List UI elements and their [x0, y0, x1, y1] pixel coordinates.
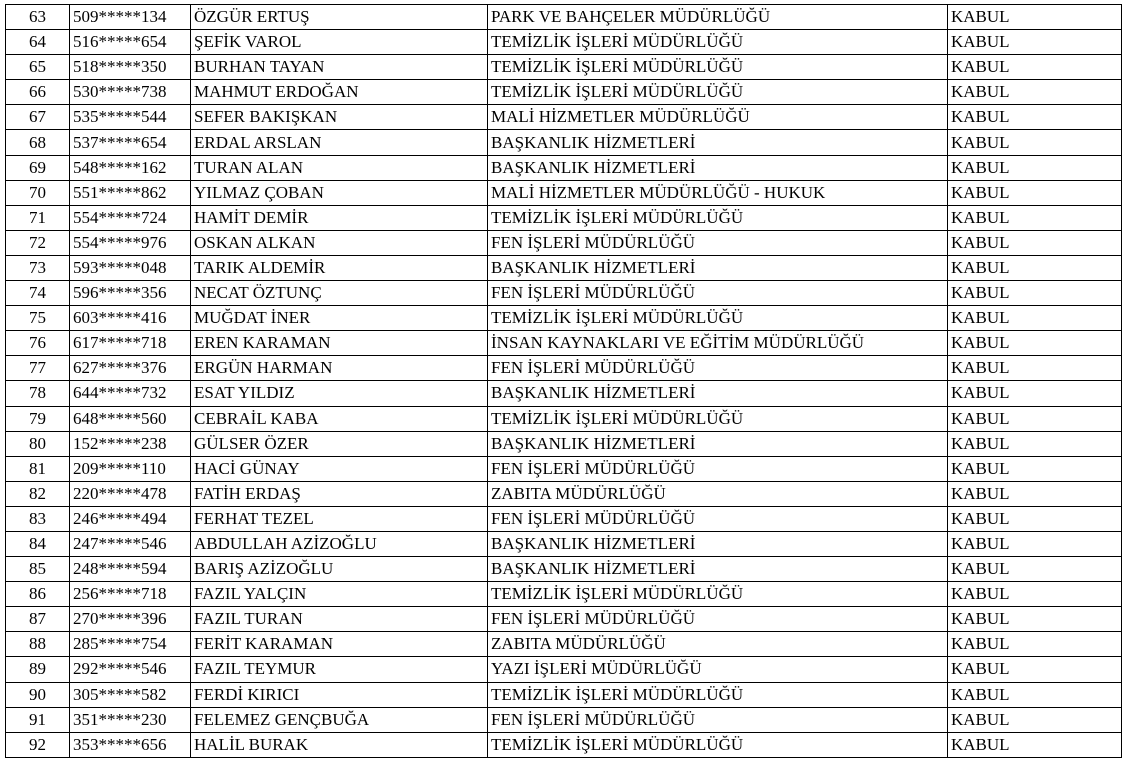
status-cell: KABUL — [948, 180, 1122, 205]
row-number-cell: 68 — [6, 130, 70, 155]
department-cell: FEN İŞLERİ MÜDÜRLÜĞÜ — [488, 707, 948, 732]
department-cell: İNSAN KAYNAKLARI VE EĞİTİM MÜDÜRLÜĞÜ — [488, 331, 948, 356]
department-cell: ZABITA MÜDÜRLÜĞÜ — [488, 632, 948, 657]
id-number-cell: 351*****230 — [70, 707, 191, 732]
row-number-cell: 65 — [6, 55, 70, 80]
id-number-cell: 353*****656 — [70, 732, 191, 757]
table-row — [6, 381, 1122, 406]
department-cell: TEMİZLİK İŞLERİ MÜDÜRLÜĞÜ — [488, 682, 948, 707]
row-number-cell: 64 — [6, 30, 70, 55]
row-number-cell: 90 — [6, 682, 70, 707]
status-cell: KABUL — [948, 255, 1122, 280]
table-row — [6, 155, 1122, 180]
status-cell: KABUL — [948, 155, 1122, 180]
status-cell: KABUL — [948, 406, 1122, 431]
full-name-cell: GÜLSER ÖZER — [191, 431, 488, 456]
status-cell: KABUL — [948, 281, 1122, 306]
id-number-cell: 256*****718 — [70, 582, 191, 607]
status-cell: KABUL — [948, 80, 1122, 105]
table-row — [6, 30, 1122, 55]
row-number-cell: 78 — [6, 381, 70, 406]
row-number-cell: 74 — [6, 281, 70, 306]
row-number-cell: 63 — [6, 5, 70, 30]
table-row — [6, 632, 1122, 657]
id-number-cell: 603*****416 — [70, 306, 191, 331]
id-number-cell: 530*****738 — [70, 80, 191, 105]
department-cell: MALİ HİZMETLER MÜDÜRLÜĞÜ - HUKUK — [488, 180, 948, 205]
status-cell: KABUL — [948, 481, 1122, 506]
id-number-cell: 548*****162 — [70, 155, 191, 180]
results-sheet — [5, 4, 1122, 758]
row-number-cell: 81 — [6, 456, 70, 481]
full-name-cell: CEBRAİL KABA — [191, 406, 488, 431]
department-cell: ZABITA MÜDÜRLÜĞÜ — [488, 481, 948, 506]
id-number-cell: 551*****862 — [70, 180, 191, 205]
department-cell: BAŞKANLIK HİZMETLERİ — [488, 130, 948, 155]
table-row — [6, 306, 1122, 331]
full-name-cell: ŞEFİK VAROL — [191, 30, 488, 55]
department-cell: BAŞKANLIK HİZMETLERİ — [488, 557, 948, 582]
table-row — [6, 506, 1122, 531]
row-number-cell: 76 — [6, 331, 70, 356]
id-number-cell: 537*****654 — [70, 130, 191, 155]
id-number-cell: 518*****350 — [70, 55, 191, 80]
status-cell: KABUL — [948, 205, 1122, 230]
id-number-cell: 270*****396 — [70, 607, 191, 632]
row-number-cell: 67 — [6, 105, 70, 130]
status-cell: KABUL — [948, 331, 1122, 356]
table-row — [6, 130, 1122, 155]
row-number-cell: 91 — [6, 707, 70, 732]
status-cell: KABUL — [948, 456, 1122, 481]
status-cell: KABUL — [948, 356, 1122, 381]
full-name-cell: SEFER BAKIŞKAN — [191, 105, 488, 130]
id-number-cell: 305*****582 — [70, 682, 191, 707]
department-cell: FEN İŞLERİ MÜDÜRLÜĞÜ — [488, 456, 948, 481]
full-name-cell: HALİL BURAK — [191, 732, 488, 757]
table-row — [6, 281, 1122, 306]
id-number-cell: 220*****478 — [70, 481, 191, 506]
row-number-cell: 88 — [6, 632, 70, 657]
row-number-cell: 85 — [6, 557, 70, 582]
table-row — [6, 481, 1122, 506]
status-cell: KABUL — [948, 130, 1122, 155]
department-cell: BAŞKANLIK HİZMETLERİ — [488, 531, 948, 556]
full-name-cell: OSKAN ALKAN — [191, 230, 488, 255]
row-number-cell: 92 — [6, 732, 70, 757]
department-cell: FEN İŞLERİ MÜDÜRLÜĞÜ — [488, 607, 948, 632]
table-row — [6, 657, 1122, 682]
status-cell: KABUL — [948, 381, 1122, 406]
department-cell: TEMİZLİK İŞLERİ MÜDÜRLÜĞÜ — [488, 80, 948, 105]
full-name-cell: NECAT ÖZTUNÇ — [191, 281, 488, 306]
id-number-cell: 292*****546 — [70, 657, 191, 682]
department-cell: MALİ HİZMETLER MÜDÜRLÜĞÜ — [488, 105, 948, 130]
id-number-cell: 593*****048 — [70, 255, 191, 280]
full-name-cell: FERDİ KIRICI — [191, 682, 488, 707]
full-name-cell: FELEMEZ GENÇBUĞA — [191, 707, 488, 732]
department-cell: BAŞKANLIK HİZMETLERİ — [488, 381, 948, 406]
full-name-cell: TURAN ALAN — [191, 155, 488, 180]
id-number-cell: 627*****376 — [70, 356, 191, 381]
table-row — [6, 682, 1122, 707]
table-row — [6, 406, 1122, 431]
department-cell: TEMİZLİK İŞLERİ MÜDÜRLÜĞÜ — [488, 306, 948, 331]
full-name-cell: FERİT KARAMAN — [191, 632, 488, 657]
table-row — [6, 531, 1122, 556]
table-row — [6, 55, 1122, 80]
full-name-cell: MAHMUT ERDOĞAN — [191, 80, 488, 105]
results-table — [5, 4, 1122, 758]
status-cell: KABUL — [948, 732, 1122, 757]
full-name-cell: FAZIL YALÇIN — [191, 582, 488, 607]
row-number-cell: 70 — [6, 180, 70, 205]
status-cell: KABUL — [948, 632, 1122, 657]
row-number-cell: 83 — [6, 506, 70, 531]
full-name-cell: ÖZGÜR ERTUŞ — [191, 5, 488, 30]
status-cell: KABUL — [948, 682, 1122, 707]
results-table-body — [6, 5, 1122, 758]
id-number-cell: 248*****594 — [70, 557, 191, 582]
row-number-cell: 82 — [6, 481, 70, 506]
row-number-cell: 73 — [6, 255, 70, 280]
id-number-cell: 644*****732 — [70, 381, 191, 406]
id-number-cell: 209*****110 — [70, 456, 191, 481]
row-number-cell: 69 — [6, 155, 70, 180]
table-row — [6, 456, 1122, 481]
status-cell: KABUL — [948, 306, 1122, 331]
department-cell: BAŞKANLIK HİZMETLERİ — [488, 431, 948, 456]
id-number-cell: 516*****654 — [70, 30, 191, 55]
department-cell: TEMİZLİK İŞLERİ MÜDÜRLÜĞÜ — [488, 55, 948, 80]
row-number-cell: 77 — [6, 356, 70, 381]
table-row — [6, 180, 1122, 205]
id-number-cell: 617*****718 — [70, 331, 191, 356]
table-row — [6, 331, 1122, 356]
department-cell: PARK VE BAHÇELER MÜDÜRLÜĞÜ — [488, 5, 948, 30]
department-cell: YAZI İŞLERİ MÜDÜRLÜĞÜ — [488, 657, 948, 682]
status-cell: KABUL — [948, 55, 1122, 80]
status-cell: KABUL — [948, 582, 1122, 607]
row-number-cell: 89 — [6, 657, 70, 682]
row-number-cell: 87 — [6, 607, 70, 632]
full-name-cell: ABDULLAH AZİZOĞLU — [191, 531, 488, 556]
id-number-cell: 535*****544 — [70, 105, 191, 130]
full-name-cell: ESAT YILDIZ — [191, 381, 488, 406]
department-cell: TEMİZLİK İŞLERİ MÜDÜRLÜĞÜ — [488, 30, 948, 55]
full-name-cell: FAZIL TURAN — [191, 607, 488, 632]
status-cell: KABUL — [948, 657, 1122, 682]
table-row — [6, 607, 1122, 632]
full-name-cell: ERGÜN HARMAN — [191, 356, 488, 381]
id-number-cell: 152*****238 — [70, 431, 191, 456]
id-number-cell: 509*****134 — [70, 5, 191, 30]
full-name-cell: FERHAT TEZEL — [191, 506, 488, 531]
id-number-cell: 246*****494 — [70, 506, 191, 531]
id-number-cell: 648*****560 — [70, 406, 191, 431]
department-cell: TEMİZLİK İŞLERİ MÜDÜRLÜĞÜ — [488, 732, 948, 757]
table-row — [6, 582, 1122, 607]
id-number-cell: 247*****546 — [70, 531, 191, 556]
department-cell: BAŞKANLIK HİZMETLERİ — [488, 155, 948, 180]
full-name-cell: BARIŞ AZİZOĞLU — [191, 557, 488, 582]
table-row — [6, 732, 1122, 757]
full-name-cell: HACİ GÜNAY — [191, 456, 488, 481]
status-cell: KABUL — [948, 607, 1122, 632]
status-cell: KABUL — [948, 531, 1122, 556]
status-cell: KABUL — [948, 557, 1122, 582]
table-row — [6, 105, 1122, 130]
row-number-cell: 80 — [6, 431, 70, 456]
status-cell: KABUL — [948, 707, 1122, 732]
department-cell: BAŞKANLIK HİZMETLERİ — [488, 255, 948, 280]
row-number-cell: 66 — [6, 80, 70, 105]
row-number-cell: 79 — [6, 406, 70, 431]
full-name-cell: YILMAZ ÇOBAN — [191, 180, 488, 205]
id-number-cell: 554*****724 — [70, 205, 191, 230]
row-number-cell: 86 — [6, 582, 70, 607]
status-cell: KABUL — [948, 506, 1122, 531]
table-row — [6, 255, 1122, 280]
table-row — [6, 230, 1122, 255]
department-cell: TEMİZLİK İŞLERİ MÜDÜRLÜĞÜ — [488, 406, 948, 431]
table-row — [6, 557, 1122, 582]
full-name-cell: FATİH ERDAŞ — [191, 481, 488, 506]
table-row — [6, 431, 1122, 456]
full-name-cell: BURHAN TAYAN — [191, 55, 488, 80]
table-row — [6, 80, 1122, 105]
table-row — [6, 205, 1122, 230]
id-number-cell: 596*****356 — [70, 281, 191, 306]
status-cell: KABUL — [948, 105, 1122, 130]
full-name-cell: MUĞDAT İNER — [191, 306, 488, 331]
full-name-cell: EREN KARAMAN — [191, 331, 488, 356]
status-cell: KABUL — [948, 30, 1122, 55]
table-row — [6, 356, 1122, 381]
id-number-cell: 285*****754 — [70, 632, 191, 657]
full-name-cell: FAZIL TEYMUR — [191, 657, 488, 682]
id-number-cell: 554*****976 — [70, 230, 191, 255]
row-number-cell: 84 — [6, 531, 70, 556]
row-number-cell: 75 — [6, 306, 70, 331]
table-row — [6, 707, 1122, 732]
department-cell: FEN İŞLERİ MÜDÜRLÜĞÜ — [488, 356, 948, 381]
full-name-cell: TARIK ALDEMİR — [191, 255, 488, 280]
status-cell: KABUL — [948, 5, 1122, 30]
status-cell: KABUL — [948, 431, 1122, 456]
department-cell: FEN İŞLERİ MÜDÜRLÜĞÜ — [488, 230, 948, 255]
department-cell: FEN İŞLERİ MÜDÜRLÜĞÜ — [488, 506, 948, 531]
department-cell: FEN İŞLERİ MÜDÜRLÜĞÜ — [488, 281, 948, 306]
full-name-cell: ERDAL ARSLAN — [191, 130, 488, 155]
status-cell: KABUL — [948, 230, 1122, 255]
department-cell: TEMİZLİK İŞLERİ MÜDÜRLÜĞÜ — [488, 582, 948, 607]
row-number-cell: 72 — [6, 230, 70, 255]
department-cell: TEMİZLİK İŞLERİ MÜDÜRLÜĞÜ — [488, 205, 948, 230]
table-row — [6, 5, 1122, 30]
row-number-cell: 71 — [6, 205, 70, 230]
full-name-cell: HAMİT DEMİR — [191, 205, 488, 230]
